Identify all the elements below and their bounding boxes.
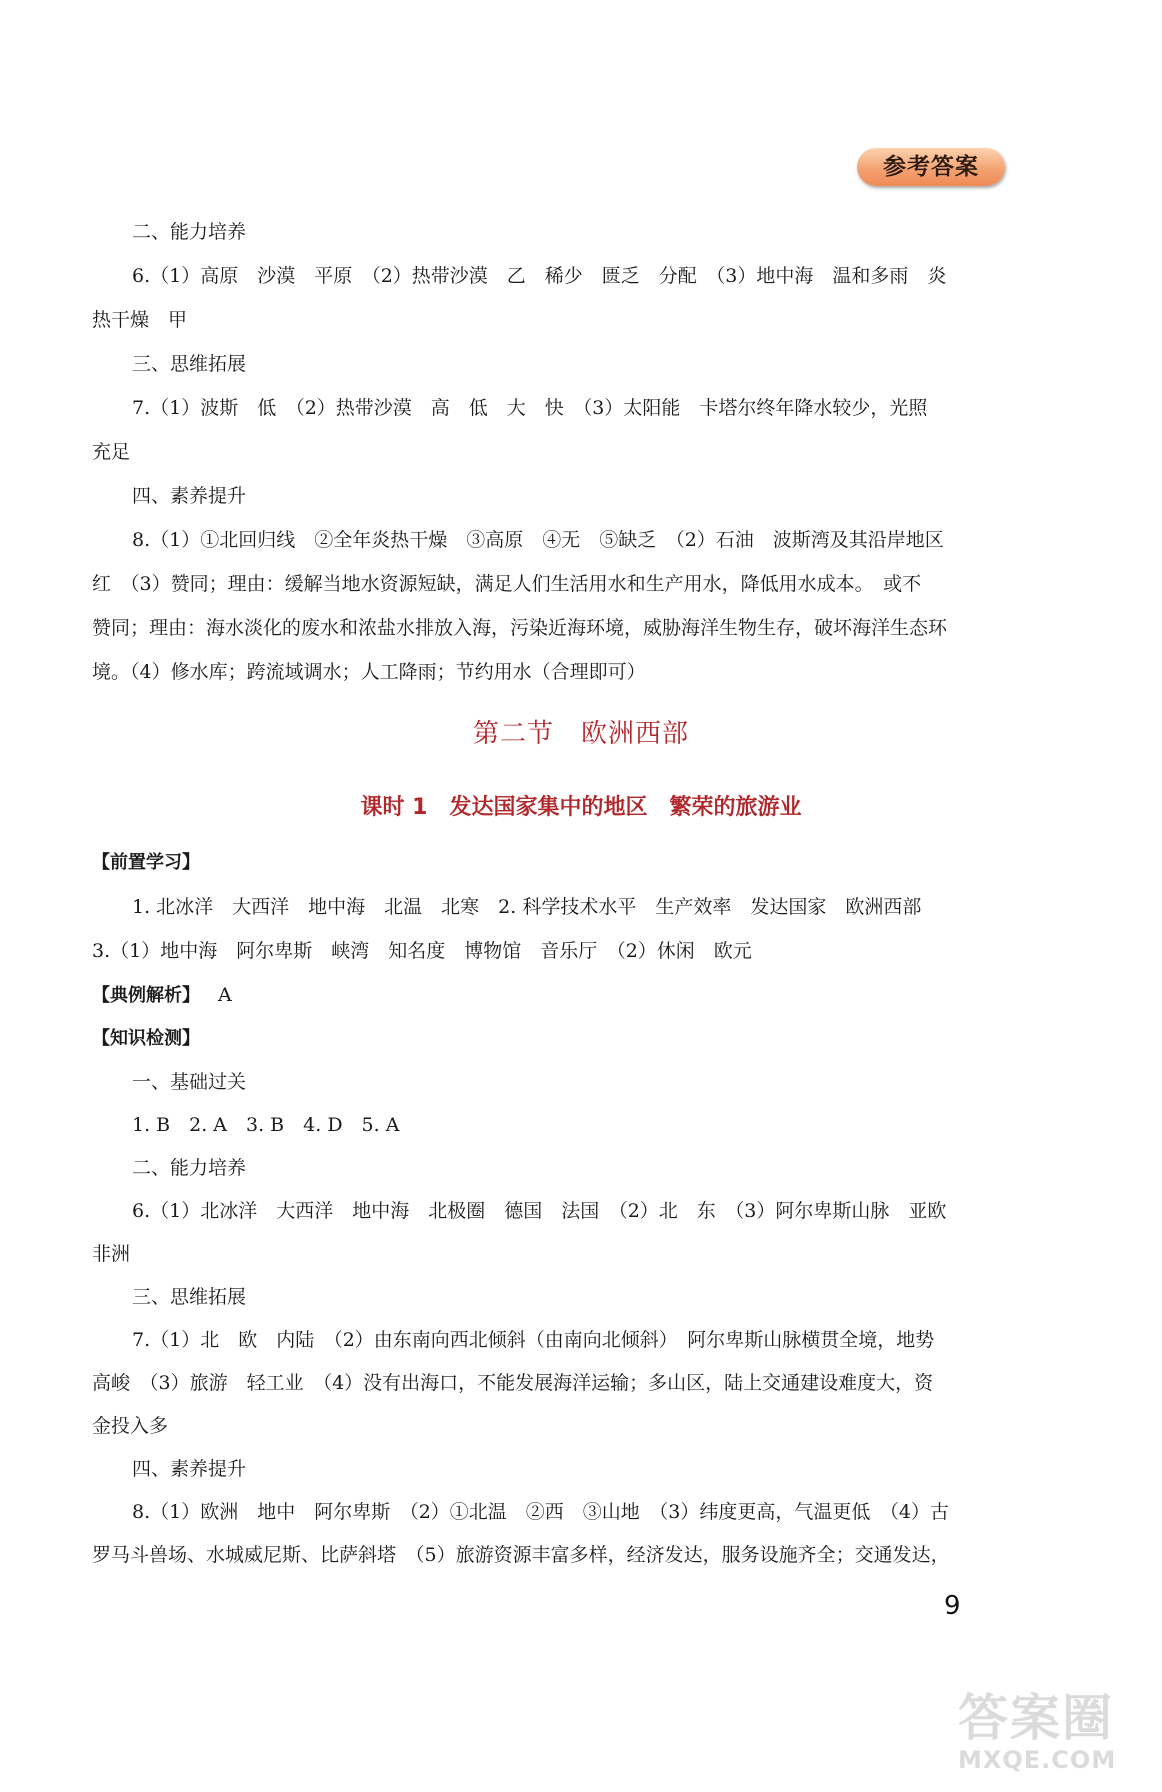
answer-line: 7.（1）北 欧 内陆 （2）由东南向西北倾斜（由南向北倾斜） 阿尔卑斯山脉横贯全境，地势 [132,1329,935,1351]
answer-line: 高峻 （3）旅游 轻工业 （4）没有出海口，不能发展海洋运输；多山区，陆上交通建设难度大，资 [92,1372,934,1394]
heading-example: 【典例解析】 [92,985,200,1006]
heading-basic: 一、基础过关 [132,1071,247,1093]
heading-thinking: 三、思维拓展 [132,353,247,375]
answer-line: 7.（1）波斯 低 （2）热带沙漠 高 低 大 快 （3）太阳能 卡塔尔终年降水较少，光照 [132,397,928,419]
answer-line: 8.（1）①北回归线 ②全年炎热干燥 ③高原 ④无 ⑤缺乏 （2）石油 波斯湾及其沿岸地区 [132,529,944,551]
answer-line: 3.（1）地中海 阿尔卑斯 峡湾 知名度 博物馆 音乐厅 （2）休闲 欧元 [92,940,752,962]
heading-check: 【知识检测】 [92,1028,200,1049]
reference-answer-badge: 参考答案 [857,148,1005,186]
answer-line: 1. 北冰洋 大西洋 地中海 北温 北寒 2. 科学技术水平 生产效率 发达国家 欧洲西部 [132,896,922,918]
answer-line: 金投入多 [92,1415,169,1437]
heading-preview: 【前置学习】 [92,852,200,873]
heading-ability: 二、能力培养 [132,1157,247,1179]
watermark-url: MXQE.COM [958,1746,1117,1774]
answer-line: 红 （3）赞同；理由：缓解当地水资源短缺，满足人们生活用水和生产用水，降低用水成本。 或不 [92,573,922,595]
answer-line: 8.（1）欧洲 地中 阿尔卑斯 （2）①北温 ②西 ③山地 （3）纬度更高，气温更低 （4）古 [132,1501,949,1523]
heading-ability: 二、能力培养 [132,221,247,243]
watermark-text: 答案圈 [958,1689,1114,1747]
example-answer: A [218,984,232,1006]
heading-literacy: 四、素养提升 [132,485,247,507]
section-title: 第二节 欧洲西部 [472,719,689,749]
lesson-title: 课时 1 发达国家集中的地区 繁荣的旅游业 [360,795,802,820]
watermark-logo [958,1690,1158,1790]
answer-line: 热干燥 甲 [92,309,188,331]
answer-line: 充足 [92,441,131,463]
heading-thinking: 三、思维拓展 [132,1286,247,1308]
answer-line: 罗马斗兽场、水城威尼斯、比萨斜塔 （5）旅游资源丰富多样，经济发达，服务设施齐全；交通发达， [92,1544,950,1566]
answer-line: 6.（1）高原 沙漠 平原 （2）热带沙漠 乙 稀少 匮乏 分配 （3）地中海 温和多雨 炎 [132,265,947,287]
answer-line: 6.（1）北冰洋 大西洋 地中海 北极圈 德国 法国 （2）北 东 （3）阿尔卑斯山脉 亚欧 [132,1200,947,1222]
answer-line: 非洲 [92,1243,131,1265]
answer-line: 赞同；理由：海水淡化的废水和浓盐水排放入海，污染近海环境，威胁海洋生物生存，破坏海洋生态环 [92,617,948,639]
page-number: 9 [944,1591,961,1621]
answer-line: 1. B 2. A 3. B 4. D 5. A [132,1114,400,1136]
heading-literacy: 四、素养提升 [132,1458,247,1480]
answer-line: 境。（4）修水库；跨流域调水；人工降雨；节约用水（合理即可） [92,661,646,683]
example-analysis-row [92,980,1004,1011]
